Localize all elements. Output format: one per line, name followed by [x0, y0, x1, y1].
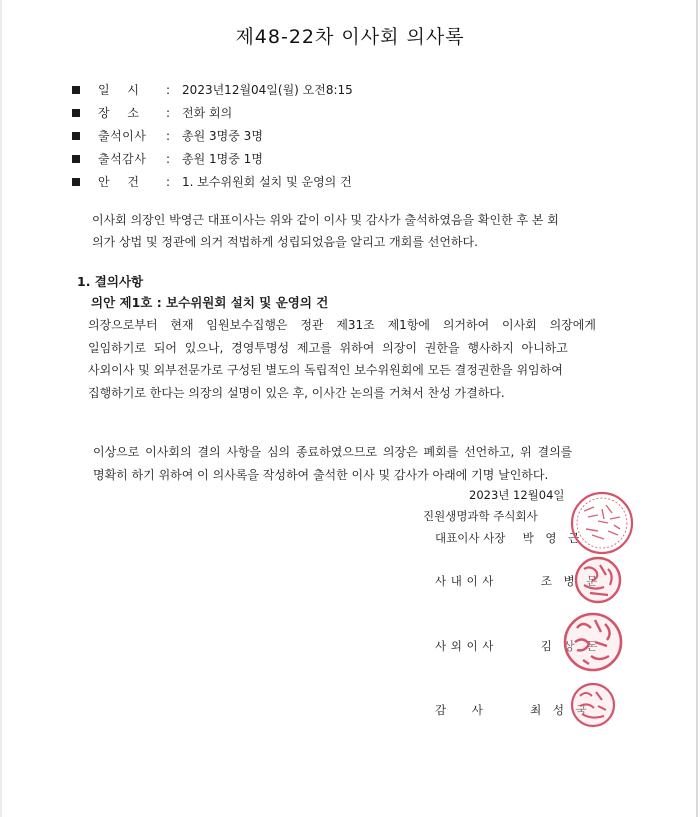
signature-row-ceo: [435, 530, 579, 546]
meta-label: 출석감사: [98, 152, 147, 166]
meta-label: 안 건: [98, 175, 140, 189]
document-title: 제48-22차 이사회 의사록: [235, 26, 465, 48]
meta-row-auditors: [72, 147, 353, 170]
signer-name: 최 성 국: [530, 703, 587, 717]
signer-title: 대표이사 사장: [435, 531, 506, 545]
signature-row-auditor: [435, 702, 587, 718]
opening-line: 의가 상법 및 정관에 의거 적법하게 성립되었음을 알리고 개회를 선언하다.: [92, 235, 478, 249]
auditor-seal-stamp-icon: [568, 680, 618, 730]
outside-director-seal-stamp-icon: [561, 606, 625, 678]
resolution-line: 일임하기로 되어 있으나, 경영투명성 제고를 위하여 의장이 권한을 행사하지 아니하고: [88, 340, 568, 355]
meta-value: 2023년12월04일(월) 오전8:15: [182, 83, 353, 97]
signer-title: 사 내 이 사: [435, 574, 494, 588]
meta-row-directors: [72, 124, 353, 147]
bullet-square-icon: [72, 109, 80, 117]
meta-value: 총원 1명중 1명: [182, 152, 263, 166]
meta-value: 총원 3명중 3명: [182, 129, 263, 143]
signer-title: 감 사: [435, 703, 483, 717]
resolution-line: 의장으로부터 현재 임원보수집행은 정관 제31조 제1항에 의거하여 이사회 의장에게: [88, 318, 596, 332]
closing-line: 명확히 하기 위하여 이 의사록을 작성하여 출석한 이사 및 감사가 아래에 기명 날인하다.: [93, 467, 549, 482]
bullet-square-icon: [72, 86, 80, 94]
bullet-square-icon: [72, 132, 80, 140]
meta-value: 1. 보수위원회 설치 및 운영의 건: [182, 175, 352, 189]
section-title: 1. 결의사항: [77, 274, 144, 289]
meta-colon: :: [166, 105, 171, 120]
meta-row-agenda: [72, 170, 353, 193]
resolution-line: 사외이사 및 외부전문가로 구성된 별도의 독립적인 보수위원회에 모든 결정권한을 위임하여: [88, 363, 563, 377]
signer-name: 김 상 돈: [540, 639, 598, 653]
signer-title: 사 외 이 사: [435, 639, 494, 653]
bullet-square-icon: [72, 178, 80, 186]
resolution-paragraph: [88, 314, 650, 404]
signing-date: 2023년 12월04일: [469, 488, 565, 502]
meta-colon: :: [166, 174, 171, 189]
signer-name: 조 병 문: [540, 574, 598, 588]
meta-row-place: [72, 101, 353, 124]
closing-paragraph: [93, 441, 651, 486]
signer-name: 박 영 근: [522, 531, 580, 545]
meeting-info-list: [72, 78, 353, 193]
closing-line: 이상으로 이사회의 결의 사항을 심의 종료하였으므로 의장은 폐회를 선언하고, 위 결의를: [93, 445, 573, 459]
meta-label: 출석이사: [98, 129, 147, 143]
inside-director-seal-stamp-icon: [570, 555, 626, 605]
ceo-seal-stamp-icon: [568, 489, 636, 557]
company-name: 진원생명과학 주식회사: [423, 509, 538, 523]
bullet-square-icon: [72, 155, 80, 163]
page-right-edge: [696, 0, 698, 817]
opening-paragraph: [92, 209, 652, 253]
page-left-edge: [0, 0, 2, 817]
meta-colon: :: [166, 128, 171, 143]
meta-colon: :: [166, 151, 171, 166]
meta-label: 장 소: [98, 106, 140, 120]
agenda-title: 의안 제1호 : 보수위원회 설치 및 운영의 건: [91, 295, 329, 310]
opening-line: 이사회 의장인 박영근 대표이사는 위와 같이 이사 및 감사가 출석하였음을 확인한 후 본 회: [92, 213, 559, 227]
meta-label: 일 시: [98, 83, 140, 97]
meta-value: 전화 회의: [182, 106, 233, 120]
meta-colon: :: [166, 82, 171, 97]
meta-row-datetime: [72, 78, 353, 101]
resolution-line: 집행하기로 한다는 의장의 설명이 있은 후, 이사간 논의를 거쳐서 찬성 가결하다.: [88, 385, 505, 400]
